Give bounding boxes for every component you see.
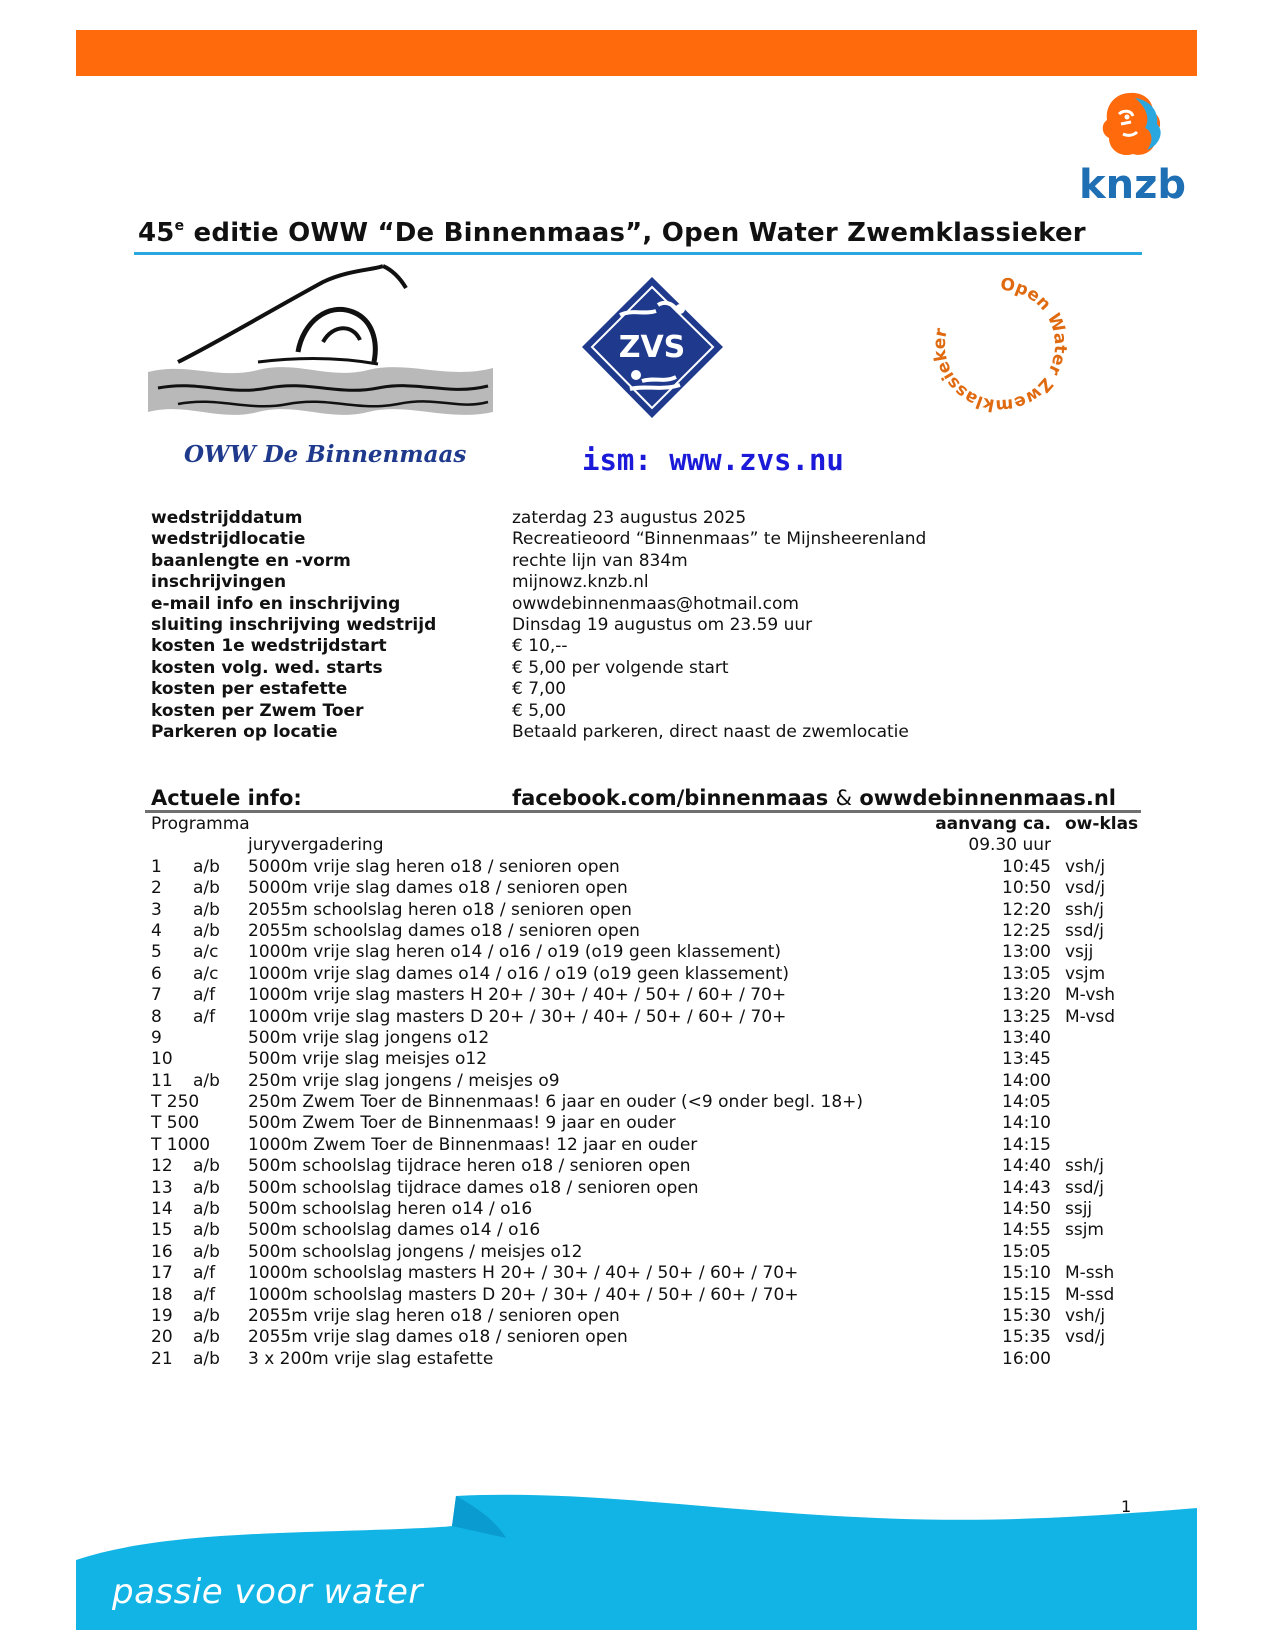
event-number: 2 [151,878,162,899]
program-row [151,1199,1161,1220]
event-heat: a/b [193,920,220,941]
event-time: 09.30 uur [968,835,1051,856]
event-description: 2055m vrije slag heren o18 / senioren open [248,1305,620,1326]
event-number: T 250 [151,1092,200,1113]
event-number: 1 [151,856,162,877]
program-row [151,1156,1161,1177]
info-row: kosten 1e wedstrijdstart € 10,-- [151,636,568,657]
program-row [151,1071,1161,1092]
event-time: 14:40 [1002,1156,1051,1177]
program-row [151,1263,1161,1284]
program-row [151,857,1161,878]
event-heat: a/b [193,899,220,920]
event-time: 14:10 [1002,1113,1051,1134]
event-heat: a/b [193,1327,220,1348]
event-description: 500m schoolslag jongens / meisjes o12 [248,1241,583,1262]
event-class: ssh/j [1065,1156,1104,1177]
event-heat: a/b [193,1241,220,1262]
program-row [151,1135,1161,1156]
event-heat: a/c [193,942,219,963]
program-row [151,1092,1161,1113]
event-heat: a/f [193,1284,216,1305]
event-description: 1000m schoolslag masters H 20+ / 30+ / 40+ / 50+ / 60+ / 70+ [248,1263,799,1284]
event-description: 500m Zwem Toer de Binnenmaas! 9 jaar en ouder [248,1113,676,1134]
program-row [151,1306,1161,1327]
footer-tagline: passie voor water [112,1572,423,1612]
program-row [151,1220,1161,1241]
page-title: 45e editie OWW “De Binnenmaas”, Open Water Zwemklassieker [138,218,1086,248]
event-class: ssjm [1065,1220,1104,1241]
event-number: 9 [151,1027,162,1048]
event-number: T 1000 [151,1134,211,1155]
event-time: 12:20 [1002,899,1051,920]
event-class: ssd/j [1065,1177,1104,1198]
ring-text: Open Water Zwemklassieker [929,274,1071,416]
oww-binnenmaas-logo [148,262,498,472]
event-heat: a/b [193,1348,220,1369]
swimmer-icon [178,266,406,364]
event-description: 5000m vrije slag dames o18 / senioren open [248,878,628,899]
event-heat: a/b [193,856,220,877]
event-time: 15:30 [1002,1305,1051,1326]
event-heat: a/c [193,963,219,984]
event-description: 1000m vrije slag heren o14 / o16 / o19 (o19 geen klassement) [248,942,782,963]
zvs-text: ZVS [618,330,686,365]
event-description: 5000m vrije slag heren o18 / senioren open [248,856,620,877]
zvs-logo [580,275,725,420]
event-class: ssd/j [1065,920,1104,941]
knzb-lion-logo [1075,88,1200,208]
event-number: 19 [151,1305,173,1326]
info-row: baanlengte en -vorm rechte lijn van 834m [151,550,688,571]
event-description: 1000m vrije slag masters H 20+ / 30+ / 40+ / 50+ / 60+ / 70+ [248,985,787,1006]
program-row [151,921,1161,942]
event-heat: a/b [193,1156,220,1177]
event-description: 1000m Zwem Toer de Binnenmaas! 12 jaar en ouder [248,1134,698,1155]
program-row [151,1028,1161,1049]
info-row: inschrijvingen mijnowz.knzb.nl [151,572,649,593]
event-time: 13:40 [1002,1027,1051,1048]
registration-link[interactable]: mijnowz.knzb.nl [512,572,649,593]
event-class: vsh/j [1065,1305,1106,1326]
event-info-table [151,508,926,743]
event-heat: a/b [193,1199,220,1220]
event-time: 13:05 [1002,963,1051,984]
program-row [151,1327,1161,1348]
event-time: 16:00 [1002,1348,1051,1369]
zwemklassieker-ring-logo [925,270,1075,420]
program-row [151,1007,1161,1028]
event-time: 14:05 [1002,1092,1051,1113]
event-time: 13:00 [1002,942,1051,963]
event-description: 1000m vrije slag dames o14 / o16 / o19 (o19 geen klassement) [248,963,790,984]
title-underline [134,252,1142,255]
event-time: 14:55 [1002,1220,1051,1241]
event-number: 6 [151,963,162,984]
info-row: wedstrijddatum zaterdag 23 augustus 2025 [151,508,747,528]
info-row: wedstrijdlocatie Recreatieoord “Binnenmaas” te Mijnsheerenland [151,529,927,550]
event-time: 12:25 [1002,920,1051,941]
event-class: ssjj [1065,1199,1093,1220]
event-number: 20 [151,1327,173,1348]
info-row: e-mail info en inschrijving owwdebinnenmaas@hotmail.com [151,593,799,614]
event-number: 11 [151,1070,173,1091]
event-time: 15:10 [1002,1263,1051,1284]
ism-zvs-link[interactable]: ism: www.zvs.nu [582,443,844,477]
program-row [151,835,1161,856]
info-row: kosten volg. wed. starts € 5,00 per volgende start [151,657,729,678]
program-row [151,900,1161,921]
event-number: 16 [151,1241,173,1262]
program-row [151,1242,1161,1263]
event-heat: a/b [193,1305,220,1326]
event-description: juryvergadering [248,835,384,856]
event-time: 13:25 [1002,1006,1051,1027]
program-table [151,814,1161,1370]
event-description: 500m schoolslag tijdrace heren o18 / senioren open [248,1156,691,1177]
event-time: 14:00 [1002,1070,1051,1091]
event-number: 14 [151,1199,173,1220]
event-number: 17 [151,1263,173,1284]
event-description: 500m vrije slag jongens o12 [248,1027,490,1048]
event-number: 4 [151,920,162,941]
event-heat: a/f [193,985,216,1006]
oww-logo-text: OWW De Binnenmaas [184,441,467,468]
info-row: Parkeren op locatie Betaald parkeren, direct naast de zwemlocatie [151,722,909,743]
event-number: 8 [151,1006,162,1027]
program-row [151,878,1161,899]
facebook-link[interactable]: facebook.com/binnenmaas [512,786,829,810]
water-waves [148,367,493,415]
actuele-label: Actuele info: [151,786,302,810]
program-row [151,1049,1161,1070]
event-description: 500m vrije slag meisjes o12 [248,1049,488,1070]
info-row: kosten per estafette € 7,00 [151,679,567,700]
event-class: M-vsh [1065,985,1116,1006]
event-heat: a/b [193,1220,220,1241]
event-time: 14:15 [1002,1134,1051,1155]
program-row [151,1178,1161,1199]
event-number: 21 [151,1348,173,1369]
info-row: sluiting inschrijving wedstrijd Dinsdag 19 augustus om 23.59 uur [151,615,813,636]
lion-icon [1103,93,1161,155]
event-description: 1000m schoolslag masters D 20+ / 30+ / 40+ / 50+ / 60+ / 70+ [248,1284,799,1305]
event-description: 250m Zwem Toer de Binnenmaas! 6 jaar en ouder (<9 onder begl. 18+) [248,1092,864,1113]
event-class: vsh/j [1065,856,1106,877]
program-header: Programma aanvang ca. ow-klas [151,814,1139,834]
program-row [151,1113,1161,1134]
event-time: 10:45 [1002,856,1051,877]
event-time: 15:15 [1002,1284,1051,1305]
event-class: vsjm [1065,963,1106,984]
event-time: 14:43 [1002,1177,1051,1198]
event-number: 18 [151,1284,173,1305]
event-heat: a/f [193,1263,216,1284]
event-description: 500m schoolslag dames o14 / o16 [248,1220,541,1241]
event-class: M-vsd [1065,1006,1116,1027]
event-class: M-ssh [1065,1263,1115,1284]
event-time: 15:05 [1002,1241,1051,1262]
program-row [151,942,1161,963]
website-link[interactable]: owwdebinnenmaas.nl [859,786,1117,810]
event-class: vsd/j [1065,1327,1106,1348]
event-number: T 500 [151,1113,200,1134]
email-link[interactable]: owwdebinnenmaas@hotmail.com [512,593,799,614]
event-description: 1000m vrije slag masters D 20+ / 30+ / 40+ / 50+ / 60+ / 70+ [248,1006,787,1027]
event-heat: a/f [193,1006,216,1027]
event-description: 2055m schoolslag heren o18 / senioren open [248,899,632,920]
event-description: 500m schoolslag tijdrace dames o18 / senioren open [248,1177,699,1198]
event-class: vsjj [1065,942,1094,963]
event-description: 2055m vrije slag dames o18 / senioren open [248,1327,628,1348]
event-time: 10:50 [1002,878,1051,899]
event-number: 5 [151,942,162,963]
event-description: 250m vrije slag jongens / meisjes o9 [248,1070,560,1091]
event-description: 3 x 200m vrije slag estafette [248,1348,494,1369]
event-number: 7 [151,985,162,1006]
info-row: kosten per Zwem Toer € 5,00 [151,700,567,721]
event-number: 15 [151,1220,173,1241]
knzb-text: knzb [1079,162,1186,208]
event-number: 12 [151,1156,173,1177]
event-heat: a/b [193,1177,220,1198]
program-row [151,985,1161,1006]
event-time: 14:50 [1002,1199,1051,1220]
event-description: 500m schoolslag heren o14 / o16 [248,1199,533,1220]
event-time: 13:45 [1002,1049,1051,1070]
event-number: 10 [151,1049,173,1070]
program-row [151,1349,1161,1370]
event-class: M-ssd [1065,1284,1115,1305]
event-class: vsd/j [1065,878,1106,899]
event-class: ssh/j [1065,899,1104,920]
event-description: 2055m schoolslag dames o18 / senioren open [248,920,640,941]
program-row [151,964,1161,985]
event-heat: a/b [193,1070,220,1091]
event-number: 3 [151,899,162,920]
program-row [151,1285,1161,1306]
event-time: 13:20 [1002,985,1051,1006]
event-number: 13 [151,1177,173,1198]
event-time: 15:35 [1002,1327,1051,1348]
event-heat: a/b [193,878,220,899]
page-number: 1 [1121,1497,1132,1516]
actuele-divider [145,810,1141,813]
top-orange-bar [76,30,1197,76]
